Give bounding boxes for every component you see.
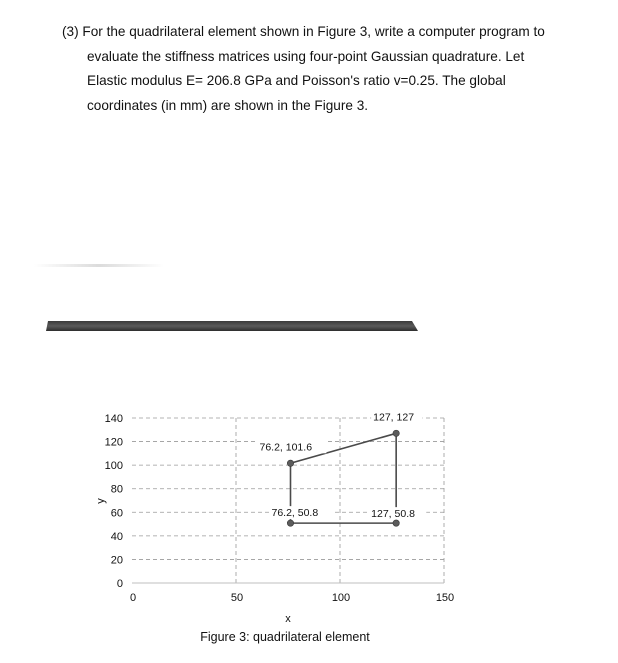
y-tick-label-40: 40 bbox=[110, 530, 123, 543]
vertex-label-2: 127, 127 bbox=[373, 411, 415, 424]
vertex-label-1: 127, 50.8 bbox=[371, 508, 415, 521]
y-tick-label-0: 0 bbox=[116, 578, 123, 590]
x-tick-label-100: 100 bbox=[331, 592, 351, 604]
y-tick-label-80: 80 bbox=[110, 483, 123, 496]
problem-line-2: evaluate the stiffness matrices using four-point Gaussian quadrature. Let bbox=[87, 48, 525, 64]
y-tick-label-100: 100 bbox=[104, 460, 123, 473]
quadrilateral-chart bbox=[0, 380, 618, 625]
y-axis-label: y bbox=[95, 498, 107, 504]
problem-line-3: Elastic modulus E= 206.8 GPa and Poisson's ratio v=0.25. The global bbox=[87, 73, 506, 88]
x-tick-label-50: 50 bbox=[230, 592, 244, 604]
x-tick-label-150: 150 bbox=[435, 592, 455, 604]
x-tick-label-0: 0 bbox=[129, 592, 137, 604]
y-tick-label-140: 140 bbox=[104, 413, 123, 425]
vertex-marker-1 bbox=[393, 520, 399, 526]
y-tick-label-120: 120 bbox=[104, 436, 123, 449]
vertex-label-3: 76.2, 101.6 bbox=[259, 441, 313, 454]
problem-line-4: coordinates (in mm) are shown in the Figure 3. bbox=[87, 97, 369, 113]
problem-number: (3) bbox=[62, 24, 79, 39]
scan-artifact-line bbox=[34, 264, 164, 267]
vertex-marker-2 bbox=[393, 430, 399, 436]
problem-line-1: (3) For the quadrilateral element shown in Figure 3, write a computer program to bbox=[62, 24, 545, 39]
scan-artifact-bar bbox=[46, 320, 418, 332]
x-axis-label: x bbox=[285, 613, 291, 625]
figure-caption: Figure 3: quadrilateral element bbox=[200, 630, 370, 644]
vertex-marker-0 bbox=[287, 520, 293, 526]
vertex-label-0: 76.2, 50.8 bbox=[271, 507, 319, 520]
figure-3 bbox=[0, 380, 618, 663]
y-tick-label-60: 60 bbox=[110, 507, 123, 520]
y-tick-label-20: 20 bbox=[110, 554, 123, 567]
problem-statement bbox=[62, 20, 586, 118]
vertex-marker-3 bbox=[287, 460, 293, 466]
